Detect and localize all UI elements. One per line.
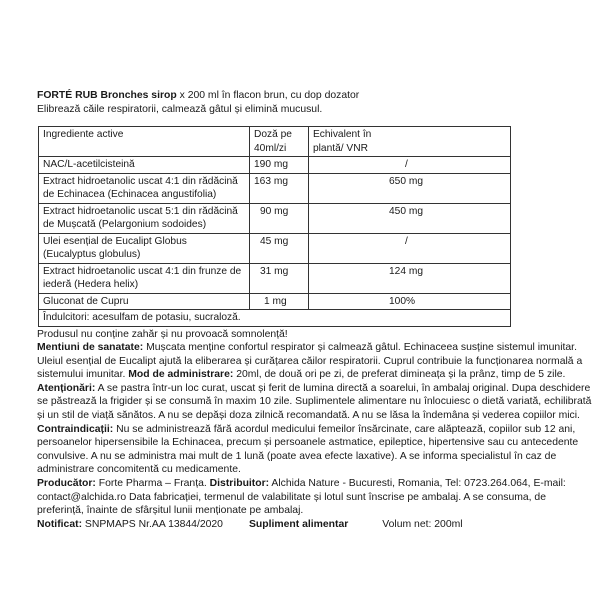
- warnings-label: Atenționări:: [37, 382, 96, 394]
- warnings-line: Atenționări: A se pastra într-un loc curat, uscat și ferit de lumina directă a soarelui, în ambalaj original. Dupa deschidere: [37, 382, 591, 394]
- product-label: [37, 89, 592, 531]
- producer-line: Producător: Forte Pharma – Franța. Distribuitor: Alchida Nature - Bucuresti, Romania, Tel: 0723.264.064, E-mail:: [37, 478, 566, 490]
- ingredient-cell: NAC/L-acetilcisteină: [39, 157, 250, 174]
- administration-label: Mod de administrare:: [128, 369, 234, 381]
- no-sugar-note: Produsul nu conține zahăr și nu provoacă somnolență!: [37, 328, 288, 340]
- dose-cell: 163 mg: [250, 173, 309, 203]
- administration-line: sistemului imunitar. Mod de administrare: 20ml, de două ori pe zi, de preferat dimineața și la prânz, timp de 5 zile.: [37, 369, 566, 381]
- ingredient-cell: Extract hidroetanolic uscat 4:1 din rădăcină de Echinacea (Echinacea angustifolia): [39, 173, 250, 203]
- equivalent-cell: 450 mg: [309, 203, 511, 233]
- header-ingredient: Ingrediente active: [39, 127, 250, 157]
- dose-cell: 190 mg: [250, 157, 309, 174]
- supplement-label: Supliment alimentar: [248, 518, 349, 530]
- contraindications-line: Contraindicații: Nu se administrează fără acordul medicului femeilor însărcinate, care alăptează, copiilor sub 12 ani,: [37, 423, 576, 435]
- contact-line: contact@alchida.ro Data fabricației, termenul de valabilitate și lotul sunt înscrise pe ambalaj. A se consuma, de: [37, 491, 546, 503]
- contact-line: preferință, înainte de sfârșitul lunii menționate pe ambalaj.: [37, 505, 304, 517]
- table-row: [39, 173, 511, 203]
- equivalent-cell: /: [309, 157, 511, 174]
- notification-label: Notificat:: [37, 518, 83, 530]
- contraindications-label: Contraindicații:: [37, 423, 114, 435]
- table-row: [39, 233, 511, 263]
- table-header-row: [39, 127, 511, 157]
- warnings-line: și un stil de viață sănătos. A nu se depăși doza zilnică recomandată. A nu se lăsa la îndemâna și vederea copiilor mici.: [37, 410, 580, 422]
- equivalent-cell: 100%: [309, 293, 511, 310]
- ingredient-cell: Extract hidroetanolic uscat 5:1 din rădăcină de Mușcată (Pelargonium sodoides): [39, 203, 250, 233]
- table-row: [39, 310, 511, 327]
- dose-cell: 31 mg: [250, 263, 309, 293]
- ingredient-cell: Gluconat de Cupru: [39, 293, 250, 310]
- net-volume: Volum net: 200ml: [382, 518, 463, 530]
- label-text: [37, 328, 592, 532]
- ingredients-table: [38, 126, 511, 327]
- header-equivalent: Echivalent în plantă/ VNR: [309, 127, 511, 157]
- health-claims-label: Mentiuni de sanatate:: [37, 342, 144, 354]
- product-subtitle: Elibrează căile respiratorii, calmează gâtul și elimină mucusul.: [37, 104, 323, 115]
- dose-cell: 45 mg: [250, 233, 309, 263]
- product-description: x 200 ml în flacon brun, cu dop dozator: [176, 90, 360, 101]
- contraindications-line: administrare concomitentă cu medicamente.: [37, 464, 241, 476]
- warnings-line: se păstrează la frigider și se consumă în maxim 10 zile. Suplimentele alimentare nu înlocuiesc o dietă variată, echilibrată: [37, 396, 592, 408]
- table-row: [39, 293, 511, 310]
- ingredient-cell: Extract hidroetanolic uscat 4:1 din frunze de iederă (Hedera helix): [39, 263, 250, 293]
- header-dose: Doză pe 40ml/zi: [250, 127, 309, 157]
- table-row: [39, 157, 511, 174]
- equivalent-cell: /: [309, 233, 511, 263]
- dose-cell: 1 mg: [250, 293, 309, 310]
- notification-line: Notificat: SNPMAPS Nr.AA 13844/2020 Supliment alimentar Volum net: 200ml: [37, 518, 463, 530]
- distributor-label: Distribuitor:: [209, 478, 270, 490]
- equivalent-cell: 124 mg: [309, 263, 511, 293]
- health-claims-line: Uleiul esențial de Eucalipt ajută la eliberarea și curățarea căilor respiratorii. Cuprul contribuie la funcționarea normală a: [37, 355, 583, 367]
- ingredient-cell: Ulei esențial de Eucalipt Globus (Eucalyptus globulus): [39, 233, 250, 263]
- equivalent-cell: 650 mg: [309, 173, 511, 203]
- producer-label: Producător:: [37, 478, 96, 490]
- table-row: [39, 263, 511, 293]
- product-title: [37, 89, 585, 102]
- contraindications-line: convulsive. A nu se administra mai mult de 1 lună (poate avea efecte laxative). A se informa specialistul în caz de: [37, 450, 557, 462]
- table-row: [39, 203, 511, 233]
- dose-cell: 90 mg: [250, 203, 309, 233]
- contraindications-line: persoanelor hipersensibile la Echinacea, precum și persoanele astmatice, epileptice, hipertensive sau cu antecedente: [37, 437, 579, 449]
- product-name: FORTÉ RUB Bronches sirop: [37, 90, 177, 101]
- health-claims-line: Mentiuni de sanatate: Mușcata menține confortul respirator și calmează gâtul. Echinaceea susține sistemul imunitar.: [37, 342, 577, 354]
- sweeteners-note: Îndulcitori: acesulfam de potasiu, sucraloză.: [39, 310, 511, 327]
